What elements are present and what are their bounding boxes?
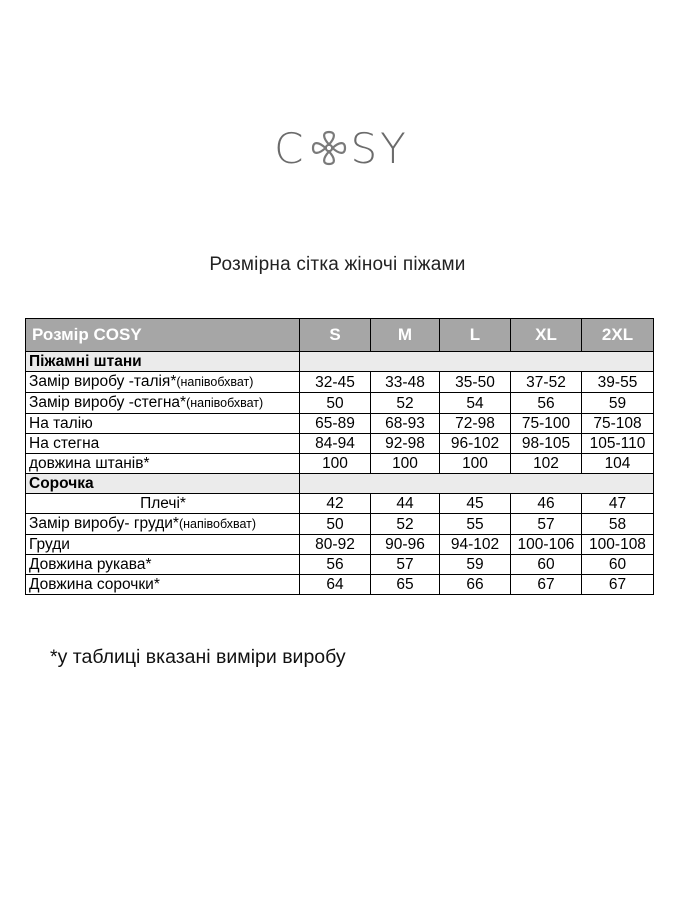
cell-value: 75-108: [582, 414, 654, 434]
cell-value: 39-55: [582, 372, 654, 393]
row-label-text: Замір виробу -стегна*: [29, 394, 187, 411]
table-row: [26, 414, 654, 434]
header-size-2xl: 2XL: [582, 319, 654, 352]
cell-value: 96-102: [440, 434, 511, 454]
section-filler: [300, 352, 654, 372]
row-label-text: довжина штанів*: [29, 455, 150, 472]
row-label-note: (напівобхват): [176, 375, 254, 389]
cell-value: 66: [440, 575, 511, 595]
cell-value: 35-50: [440, 372, 511, 393]
cell-value: 75-100: [511, 414, 582, 434]
cell-value: 65: [371, 575, 440, 595]
table-row: [26, 494, 654, 514]
cell-value: 42: [300, 494, 371, 514]
cell-value: 65-89: [300, 414, 371, 434]
logo-text-right: SY: [350, 123, 409, 173]
row-label-text: Замір виробу- груди*: [29, 515, 179, 532]
cell-value: 59: [440, 555, 511, 575]
header-size-m: M: [371, 319, 440, 352]
row-label: [26, 414, 300, 434]
cell-value: 64: [300, 575, 371, 595]
footnote: *у таблиці вказані виміри виробу: [50, 646, 346, 668]
cell-value: 98-105: [511, 434, 582, 454]
cell-value: 46: [511, 494, 582, 514]
row-label: [26, 393, 300, 414]
brand-logo: [0, 118, 675, 178]
cell-value: 58: [582, 514, 654, 535]
row-label: [26, 575, 300, 595]
table-header-row: [26, 319, 654, 352]
cell-value: 37-52: [511, 372, 582, 393]
row-label-text: Довжина рукава*: [29, 556, 152, 573]
row-label: [26, 372, 300, 393]
row-label-text: Замір виробу -талія*: [29, 373, 177, 390]
row-label-text: Плечі*: [140, 495, 186, 512]
table-row: [26, 555, 654, 575]
row-label-text: Груди: [29, 536, 70, 553]
cell-value: 104: [582, 454, 654, 474]
row-label: [26, 434, 300, 454]
table-row: [26, 535, 654, 555]
row-label: [26, 514, 300, 535]
cell-value: 72-98: [440, 414, 511, 434]
cell-value: 44: [371, 494, 440, 514]
size-chart-table: [25, 318, 654, 595]
cell-value: 100: [300, 454, 371, 474]
cell-value: 92-98: [371, 434, 440, 454]
cell-value: 84-94: [300, 434, 371, 454]
table-row: [26, 372, 654, 393]
cell-value: 55: [440, 514, 511, 535]
table-row: [26, 454, 654, 474]
logo-text-left: C: [274, 123, 307, 173]
cell-value: 56: [511, 393, 582, 414]
cell-value: 50: [300, 514, 371, 535]
table-row: [26, 434, 654, 454]
row-label-note: (напівобхват): [186, 396, 264, 410]
row-label-text: Довжина сорочки*: [29, 576, 160, 593]
cell-value: 100-106: [511, 535, 582, 555]
row-label-note: (напівобхват): [178, 517, 257, 531]
cell-value: 60: [582, 555, 654, 575]
row-label: [26, 555, 300, 575]
section-row: [26, 474, 654, 494]
cell-value: 59: [582, 393, 654, 414]
table-row: [26, 575, 654, 595]
cell-value: 100-108: [582, 535, 654, 555]
section-filler: [300, 474, 654, 494]
flower-icon: [309, 128, 349, 168]
cell-value: 60: [511, 555, 582, 575]
cell-value: 67: [511, 575, 582, 595]
cell-value: 67: [582, 575, 654, 595]
section-title: Сорочка: [26, 474, 300, 494]
cell-value: 32-45: [300, 372, 371, 393]
header-size-xl: XL: [511, 319, 582, 352]
cell-value: 80-92: [300, 535, 371, 555]
row-label: [26, 494, 300, 514]
row-label: [26, 535, 300, 555]
row-label-text: На стегна: [29, 435, 100, 452]
cell-value: 102: [511, 454, 582, 474]
cell-value: 56: [300, 555, 371, 575]
cell-value: 47: [582, 494, 654, 514]
page-title: Розмірна сітка жіночі піжами: [209, 254, 466, 275]
cell-value: 45: [440, 494, 511, 514]
section-title: Піжамні штани: [26, 352, 300, 372]
cell-value: 52: [371, 393, 440, 414]
section-row: [26, 352, 654, 372]
cell-value: 68-93: [371, 414, 440, 434]
cell-value: 57: [371, 555, 440, 575]
cell-value: 100: [371, 454, 440, 474]
cell-value: 105-110: [582, 434, 654, 454]
row-label: [26, 454, 300, 474]
cell-value: 90-96: [371, 535, 440, 555]
header-size-label: Розмір COSY: [26, 319, 300, 352]
row-label-text: На талію: [29, 415, 93, 432]
cell-value: 94-102: [440, 535, 511, 555]
table-row: [26, 393, 654, 414]
cell-value: 52: [371, 514, 440, 535]
cell-value: 54: [440, 393, 511, 414]
cell-value: 33-48: [371, 372, 440, 393]
cell-value: 50: [300, 393, 371, 414]
cell-value: 100: [440, 454, 511, 474]
header-size-s: S: [300, 319, 371, 352]
header-size-l: L: [440, 319, 511, 352]
table-row: [26, 514, 654, 535]
cell-value: 57: [511, 514, 582, 535]
